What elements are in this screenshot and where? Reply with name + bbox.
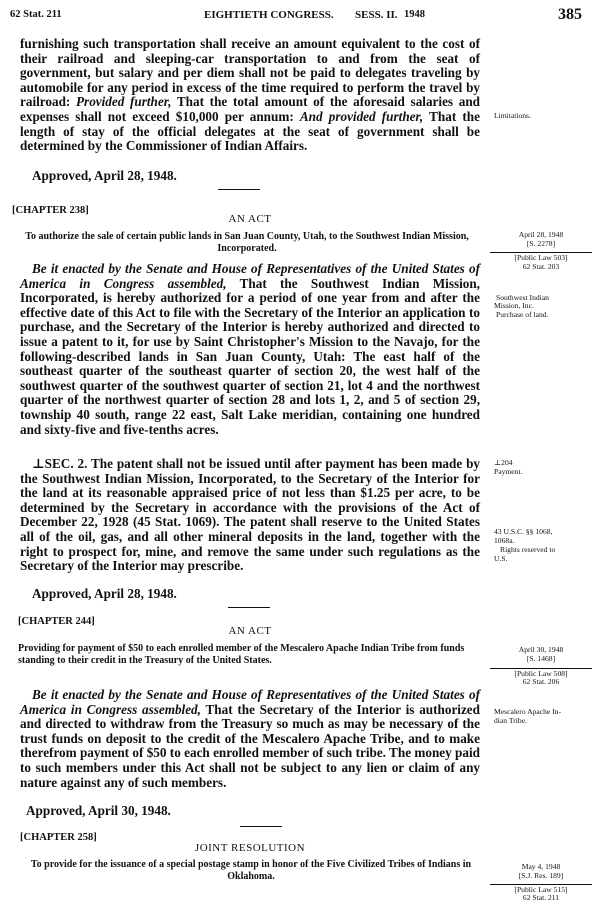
chapter-258-purpose: To provide for the issuance of a special postage stamp in honor of the Five Civilized Tribes of Indians in Oklahoma. [30, 859, 472, 882]
chapter-238-section-2 [20, 457, 480, 574]
enacting-clause-244: Be it enacted by the Senate and House of Representatives of the United States of America in Congress assembled, [20, 687, 480, 717]
margin-238-date: April 28, 1948 [518, 230, 564, 239]
chapter-244-heading: [CHAPTER 244] [18, 616, 95, 627]
margin-244-date: April 30, 1948 [518, 645, 564, 654]
margin-258-public-law: [Public Law 515] [490, 884, 592, 894]
chapter-238-purpose: To authorize the sale of certain public lands in San Juan County, Utah, to the Southwest Indian Mission, Incorporated. [25, 231, 469, 254]
section-divider-1 [218, 189, 260, 190]
margin-238-citation-b: 1068a. [494, 536, 515, 545]
margin-238-bill: [S. 2278] [526, 239, 556, 248]
margin-238-citation-a: 43 U.S.C. §§ 1068, [494, 527, 553, 536]
continuation-text-2: That the total amount of the aforesaid salaries and expenses shall not exceed $10,000 per annum: [20, 94, 480, 124]
chapter-238-heading: [CHAPTER 238] [12, 205, 89, 216]
margin-244-bill: [S. 1468] [526, 654, 556, 663]
chapter-244-body [20, 688, 480, 790]
section-2-text: ⊥SEC. 2. The patent shall not be issued until after payment has been made by the Southwest Indian Mission, Incorporated, to the Secretary of the Interior for the land at its reasonable appraised price of not less than $1.25 per acre, to be determined by the Secretary in accordance with the provisions of the Act of December 22, 1928 (45 Stat. 1069). The patent shall reserve to the United States all of the oil, gas, and all other mineral deposits in the land, together with the right to prospect for, mine, and remove the same under such regulations as the Secretary of the Interior may prescribe. [20, 456, 480, 574]
chapter-258-resolution-title: JOINT RESOLUTION [194, 842, 306, 854]
margin-244-note-b: dian Tribe. [494, 716, 527, 725]
margin-238-public-law: [Public Law 503] [490, 252, 592, 262]
approved-line-2: Approved, April 28, 1948. [32, 586, 177, 601]
page-number: 385 [558, 6, 582, 23]
proviso-2: And provided further, [299, 108, 424, 124]
header-congress: EIGHTIETH CONGRESS. [204, 9, 334, 21]
chapter-244-body-text: That the Secretary of the Interior is authorized and directed to withdraw from the Treasury so much as may be necessary of the trust funds on deposit to the credit of the Mescalero Apache Tribe, and to make therefrom payment of $50 to each enrolled member of such tribe. The money paid to such members under this Act shall not be subject to any lien or claim of any nature against any of such members. [20, 701, 480, 790]
chapter-244-purpose: Providing for payment of $50 to each enrolled member of the Mescalero Apache Indian Tribe from funds standing to their credit in the Treasury of the United States. [18, 643, 465, 666]
margin-244-public-law: [Public Law 508] [490, 668, 592, 678]
chapter-238-section-1 [20, 262, 480, 437]
margin-258-bill: [S.J. Res. 189] [518, 871, 564, 880]
margin-238-stat: 62 Stat. 203 [522, 262, 560, 271]
section-divider-2 [228, 607, 270, 608]
header-year: 1948 [404, 9, 425, 20]
proviso-1: Provided further, [76, 94, 172, 110]
margin-238-note-1c: Purchase of land. [496, 310, 549, 319]
margin-238-page-ref: ⊥204 [494, 458, 513, 467]
header-stat: 62 Stat. 211 [10, 9, 62, 20]
approved-line-3: Approved, April 30, 1948. [26, 803, 171, 818]
chapter-258-heading: [CHAPTER 258] [20, 832, 97, 843]
margin-238-note-1b: Mission, Inc. [494, 301, 534, 310]
section-divider-3 [240, 826, 282, 827]
chapter-244-act-title: AN ACT [228, 625, 272, 637]
margin-note-limitations: Limitations. [494, 111, 531, 120]
margin-258-stat: 62 Stat. 211 [522, 893, 560, 902]
margin-244-stat: 62 Stat. 206 [522, 677, 560, 686]
header-session: SESS. II. [355, 9, 398, 21]
margin-258-date: May 4, 1948 [521, 862, 561, 871]
enacting-clause-238: Be it enacted by the Senate and House of Representatives of the United States of America in Congress assembled, [20, 261, 480, 291]
margin-238-note-1a: Southwest Indian [496, 293, 549, 302]
margin-238-note-3a: Rights reserved to [500, 545, 556, 554]
continuation-text-3: That the length of stay of the official delegates at the seat of government shall be determined by the Commissioner of Indian Affairs. [20, 108, 480, 154]
continuation-paragraph [20, 37, 480, 154]
margin-238-note-2: Payment. [494, 467, 523, 476]
chapter-238-act-title: AN ACT [228, 213, 272, 225]
section-1-text: That the Southwest Indian Mission, Incorporated, is hereby authorized for a period of one year from and after the effective date of this Act to file with the Secretary of the Interior an application to purchase, and the Secretary of the Interior is hereby authorized and directed to issue a patent to it, for use by Saint Christopher's Mission to the Navajo, for the following-described lands in San Juan County, Utah: The east half of the southeast quarter of the southeast quarter of section 20, the west half of the southwest quarter of the southwest quarter of section 21, lot 4 and the northwest quarter of the northwest quarter of section 28 and lots 1, 2, and 5 of section 29, township 40 south, range 22 east, Salt Lake meridian, containing one hundred and sixty-five and five-tenths acres. [20, 275, 480, 437]
margin-238-note-3b: U.S. [494, 554, 508, 563]
approved-line-1: Approved, April 28, 1948. [32, 168, 177, 183]
continuation-text-1: furnishing such transportation shall receive an amount equivalent to the cost of their railroad and sleeping-car transportation to and from the seat of government, but salary and per diem shall not be paid to delegates traveling by automobile for any period in excess of the time required to perform the travel by railroad: [20, 36, 480, 110]
margin-244-note-a: Mescalero Apache In- [494, 707, 562, 716]
